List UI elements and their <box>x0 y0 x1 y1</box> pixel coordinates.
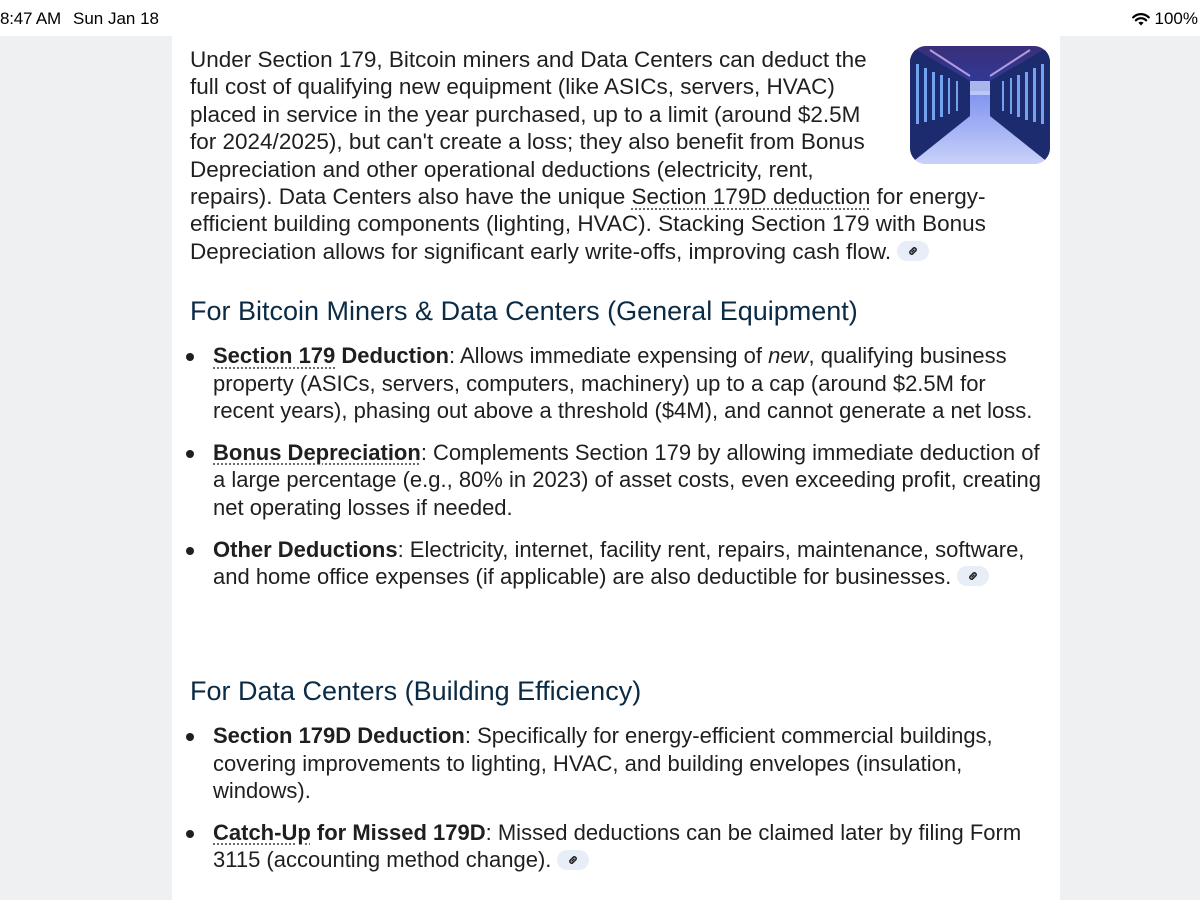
battery-percent: 100% <box>1154 9 1198 28</box>
section-heading-building-efficiency: For Data Centers (Building Efficiency) <box>190 676 642 706</box>
bullet <box>186 733 194 741</box>
answer-inner <box>190 46 1050 873</box>
list-item <box>190 342 1050 425</box>
bullet <box>186 547 194 555</box>
source-link-chip[interactable] <box>897 241 929 261</box>
intro-text-2: for energy-efficient building components (lighting, HVAC). Stacking Section 179 with Bonus Depreciation allows for significant early write-offs, improving cash flow. <box>190 184 986 264</box>
item-title: Section 179D Deduction <box>213 723 465 748</box>
bullet <box>186 353 194 361</box>
item-title: Deduction <box>335 343 449 368</box>
status-bar <box>0 0 1200 36</box>
answer-content <box>172 36 1060 900</box>
link-icon <box>907 245 919 257</box>
general-equipment-list <box>190 342 1050 591</box>
item-text: : Specifically for energy-efficient commercial buildings, covering improvements to lighting, HVAC, and building envelopes (insulation, windows). <box>213 723 993 804</box>
status-right <box>1131 9 1198 29</box>
list-item <box>190 819 1050 874</box>
data-center-image[interactable] <box>910 46 1050 164</box>
section-179-link[interactable]: Section 179 <box>213 343 336 368</box>
source-link-chip[interactable] <box>557 850 589 870</box>
item-text: : Allows immediate expensing of <box>448 343 769 368</box>
item-title: Other Deductions <box>213 536 398 562</box>
building-efficiency-list <box>190 722 1050 874</box>
item-emphasis: new <box>768 343 809 368</box>
catch-up-link[interactable]: Catch-Up <box>213 819 311 845</box>
bullet <box>186 830 194 838</box>
intro-paragraph <box>190 46 1050 265</box>
wifi-icon <box>1131 11 1151 27</box>
item-text: : Missed deductions can be claimed later by filing Form 3115 (accounting method change). <box>213 819 1022 873</box>
status-date: Sun Jan 18 <box>73 9 160 28</box>
item-text: , qualifying business property (ASICs, servers, computers, machinery) up to a cap (around $2.5M for recent years), phasing out above a threshold ($4M), and cannot generate a net loss. <box>213 343 1033 424</box>
list-item <box>190 722 1050 805</box>
bonus-depreciation-link[interactable]: Bonus Depreciation <box>213 439 421 465</box>
source-link-chip[interactable] <box>957 566 989 586</box>
link-icon <box>967 570 979 582</box>
section-heading-general-equipment: For Bitcoin Miners & Data Centers (General Equipment) <box>190 296 858 326</box>
list-item <box>190 536 1050 591</box>
section-179d-link[interactable]: Section 179D deduction <box>631 184 871 210</box>
item-text: : Complements Section 179 by allowing immediate deduction of a large percentage (e.g., 80% in 2023) of asset costs, even exceeding profit, creating net operating losses if needed. <box>213 439 1041 520</box>
bullet <box>186 450 194 458</box>
status-time: 8:47 AM <box>0 9 61 28</box>
link-icon <box>567 854 579 866</box>
item-text: : Electricity, internet, facility rent, repairs, maintenance, software, and home office expenses (if applicable) are also deductible for businesses. <box>213 536 1025 590</box>
item-title: for Missed 179D <box>310 819 486 845</box>
intro-text-1: Under Section 179, Bitcoin miners and Data Centers can deduct the full cost of qualifying new equipment (like ASICs, servers, HVAC) placed in service in the year purchased, up to a limit (around $2.5M for 2024/2025), but can't create a loss; they also benefit from Bonus Depreciation and other operational deductions (electricity, rent, repairs). Data Centers also have the unique <box>190 47 867 210</box>
list-item <box>190 439 1050 522</box>
